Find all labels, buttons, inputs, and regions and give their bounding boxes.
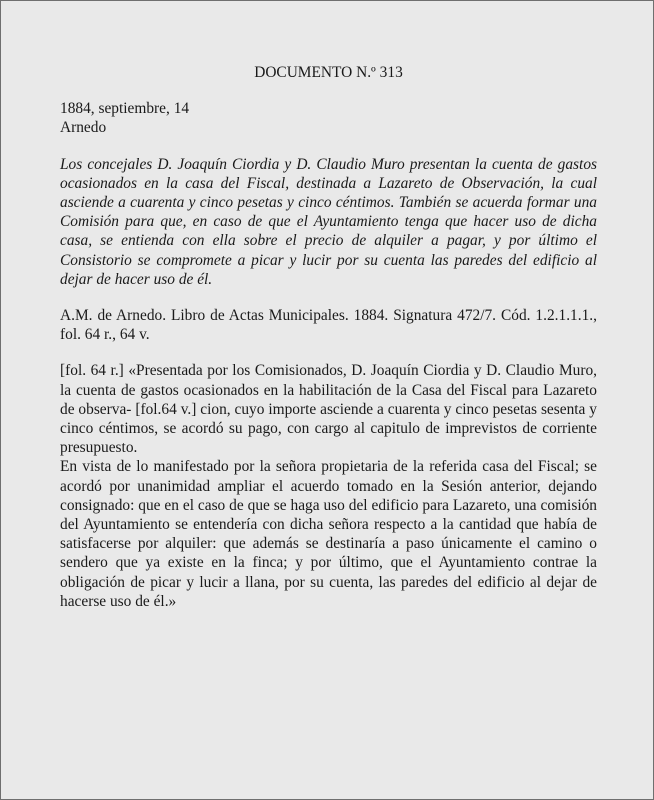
document-summary: Los concejales D. Joaquín Ciordia y D. Claudio Muro presentan la cuenta de gastos ocasionados en la casa del Fiscal, destinada a Lazareto de Observación, la cual asciende a cuarenta y cinco pesetas y cinco céntimos. También se acuerda formar una Comisión para que, en caso de que el Ayuntamiento tenga que hacer uso de dicha casa, se entienda con ella sobre el precio de alquiler a pagar, y por último el Consistorio se compromete a picar y lucir por su cuenta las paredes del edificio al dejar de hacer uso de él. xyxy=(60,155,597,288)
document-place: Arnedo xyxy=(60,119,107,137)
document-meta xyxy=(60,99,597,137)
document-date: 1884, septiembre, 14 xyxy=(60,100,190,118)
document-title: DOCUMENTO N.º 313 xyxy=(254,64,403,81)
document-source: A.M. de Arnedo. Libro de Actas Municipales. 1884. Signatura 472/7. Cód. 1.2.1.1.1., fol. 64 r., 64 v. xyxy=(60,307,597,344)
document-body xyxy=(60,361,597,611)
body-paragraph: [fol. 64 r.] «Presentada por los Comisionados, D. Joaquín Ciordia y D. Claudio Muro, la cuenta de gastos ocasionados en la habilitación de la Casa del Fiscal para Lazareto de observa- [fol.64 v.] cion, cuyo importe asciende a cuarenta y cinco pesetas sesenta y cinco céntimos, se acordó su pago, con cargo al capitulo de imprevistos de corriente presupuesto. xyxy=(60,362,597,457)
body-paragraph: En vista de lo manifestado por la señora propietaria de la referida casa del Fiscal; se acordó por unanimidad ampliar el acuerdo tomado en la Sesión anterior, dejando consignado: que en el caso de que se haga uso del edificio para Lazareto, una comisión del Ayuntamiento se entendería con dicha señora respecto a la cantidad que había de satisfacerse por alquiler: que además se destinaría a paso únicamente el camino o sendero que ya existe en la finca; y por último, que el Ayuntamiento contrae la obligación de picar y lucir a llana, por su cuenta, las paredes del edificio al dejar de hacerse uso de él.» xyxy=(60,458,597,610)
document-content xyxy=(60,63,597,611)
